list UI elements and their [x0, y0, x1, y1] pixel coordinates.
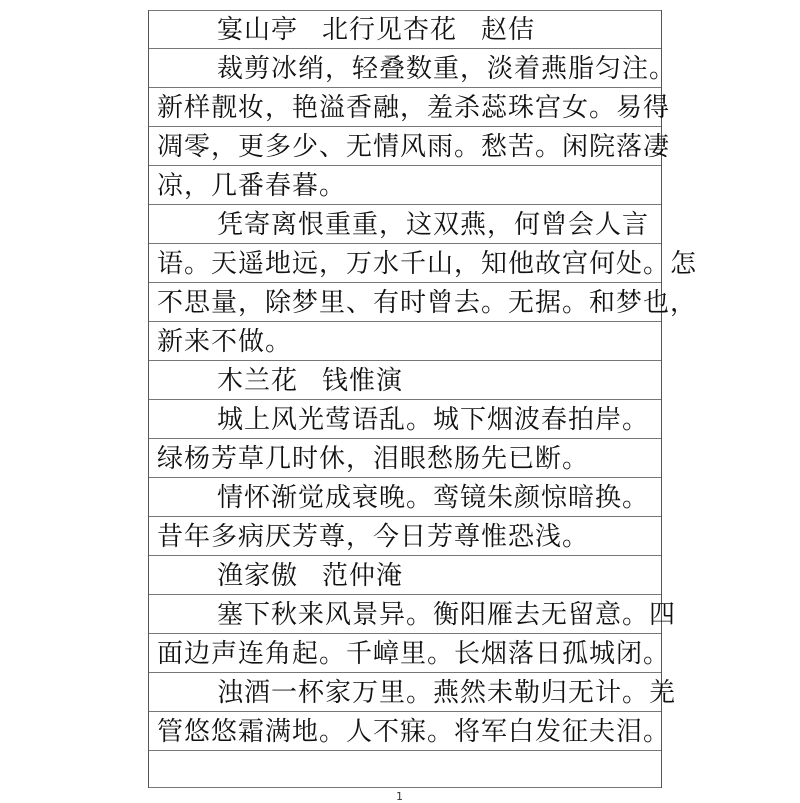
poem-line: 凋零，更多少、无情风雨。愁苦。闲院落凄: [157, 132, 671, 162]
poem-subtitle: 北行见杏花: [322, 15, 458, 45]
poem-heading: [217, 362, 655, 400]
page-number: 1: [396, 790, 403, 803]
rule-line: [149, 787, 661, 788]
poem-author: 钱惟演: [322, 366, 404, 396]
poem-heading: [217, 11, 655, 49]
poem-title: 宴山亭: [217, 15, 299, 45]
poem-title: 木兰花: [217, 366, 299, 396]
poem-line: 新样靓妆，艳溢香融，羞杀蕊珠宫女。易得: [157, 93, 671, 123]
poem-line: 浊酒一杯家万里。燕然未勒归无计。羌: [217, 678, 677, 708]
poem-line: 裁剪冰绡，轻叠数重，淡着燕脂匀注。: [217, 54, 677, 84]
poem-line: 语。天遥地远，万水千山，知他故宫何处。怎: [157, 249, 698, 279]
poem-heading: [217, 557, 655, 595]
poem-author: 赵佶: [481, 15, 536, 45]
ruled-page: [148, 10, 698, 788]
poem-line: 新来不做。: [157, 327, 293, 357]
poem-line: 面边声连角起。千嶂里。长烟落日孤城闭。: [157, 639, 671, 669]
poem-title: 渔家傲: [217, 561, 299, 591]
poem-line: 不思量，除梦里、有时曾去。无据。和梦也，: [157, 288, 698, 318]
poem-line: 昔年多病厌芳尊，今日芳尊惟恐浅。: [157, 522, 590, 552]
poem-line: 情怀渐觉成衰晚。鸾镜朱颜惊暗换。: [217, 483, 650, 513]
poem-line: 凉，几番春暮。: [157, 171, 347, 201]
poem-line: 凭寄离恨重重，这双燕，何曾会人言: [217, 210, 650, 240]
poem-line: 塞下秋来风景异。衡阳雁去无留意。四: [217, 600, 677, 630]
poem-line: 管悠悠霜满地。人不寐。将军白发征夫泪。: [157, 717, 671, 747]
poem-line: 绿杨芳草几时休，泪眼愁肠先已断。: [157, 444, 590, 474]
poem-line: 城上风光莺语乱。城下烟波春拍岸。: [217, 405, 650, 435]
poem-author: 范仲淹: [322, 561, 404, 591]
